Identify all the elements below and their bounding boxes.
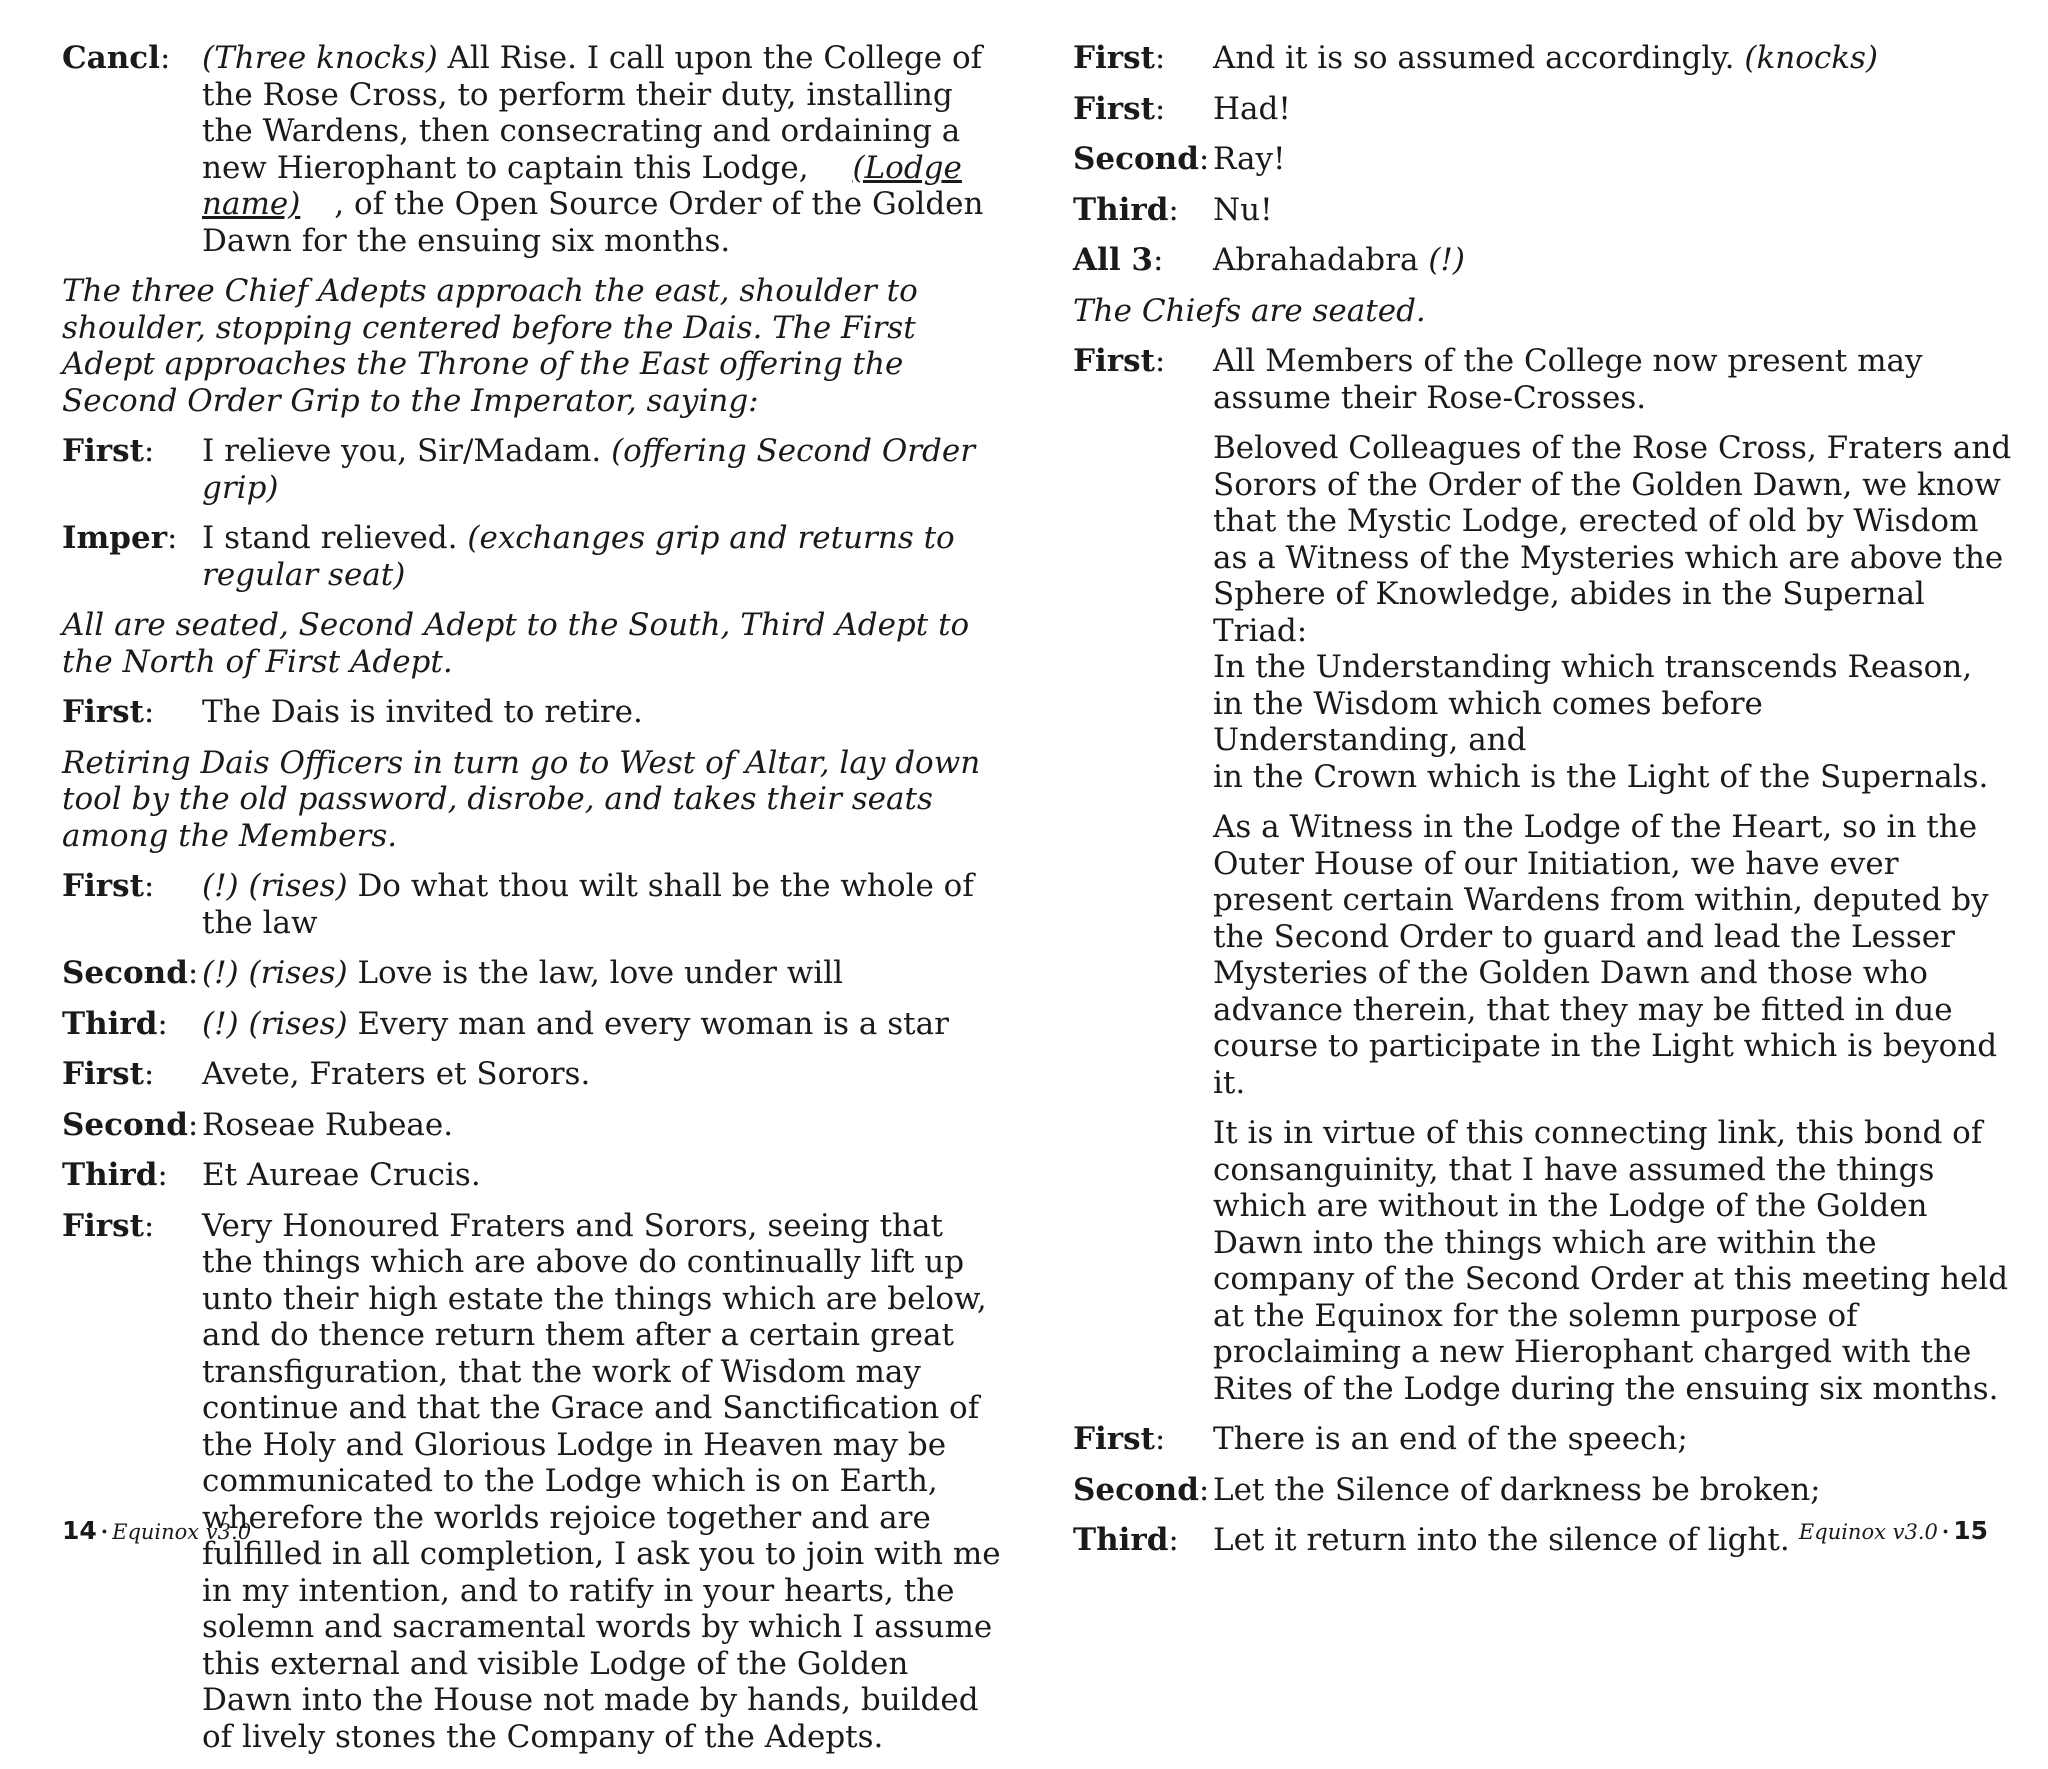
inline-direction: (!) [1428,242,1465,278]
speech-paragraph [202,1107,1002,1144]
speaker-name: First [1073,90,1155,127]
inline-direction: (exchanges grip and returns to regular seat) [202,520,955,593]
speaker-label: First: [62,1056,155,1092]
speech-entry [62,1107,1002,1144]
speaker-name: First [1073,1421,1155,1457]
speaker-name: First [62,694,144,730]
spoken-text: , of the Open Source Order of the Golden Dawn for the ensuing six months. [202,186,984,259]
speech-paragraph [1213,343,2013,416]
speaker-name: Second [62,955,188,991]
inline-direction: (Three knocks) [202,40,438,76]
speech-entry [1073,91,2013,128]
speech-text [1213,141,2013,178]
speech-paragraph [1213,809,2013,1101]
speaker-label: First: [1073,343,1166,379]
speech-text [202,1056,1002,1093]
speech-paragraph [1213,192,2013,229]
speaker-name: Third [62,1157,158,1193]
inline-direction: (!) (rises) [202,868,348,904]
speaker-label: First: [1073,90,1166,127]
edition-label: Equinox v3.0 [112,1520,252,1544]
stage-direction: All are seated, Second Adept to the South, Third Adept to the North of First Adept. [62,607,970,680]
separator-dot: · [1941,1519,1950,1544]
verse-line: in the Crown which is the Light of the Supernals. [1213,758,1989,795]
speaker-label: Third: [1073,1522,1179,1558]
speaker-label: First: [62,433,155,469]
inline-direction: (offering Second Order grip) [202,433,976,506]
speech-entry [1073,192,2013,229]
speech-entry [62,520,1002,593]
speech-text [1213,192,2013,229]
speech-text [1213,242,2013,279]
speech-text [202,520,1002,593]
speech-text [202,433,1002,506]
spoken-text: All Members of the College now present may assume their Rose-Crosses. [1213,343,1923,416]
spoken-text: Avete, Fraters et Sorors. [202,1056,591,1092]
speech-paragraph [202,433,1002,506]
speech-paragraph [202,1157,1002,1194]
stage-direction: Retiring Dais Officers in turn go to West of Altar, lay down tool by the old password, disrobe, and takes their seats among the Members. [62,744,981,854]
stage-direction: The Chiefs are seated. [1073,292,1426,329]
speech-paragraph [1213,40,2013,77]
page-number: 15 [1953,1516,1988,1545]
spoken-text: It is in virtue of this connecting link, this bond of consanguinity, that I have assumed the things which are without in the Lodge of the Golden Dawn into the things which are within the company of the Second Order at this meeting held at the Equinox for the solemn purpose of proclaiming a new Hierophant charged with the Rites of the Lodge during the ensuing six months. [1213,1115,2009,1407]
stage-direction: The three Chief Adepts approach the east, shoulder to shoulder, stopping centered before the Dais. The First Adept approaches the Throne of the East offering the Second Order Grip to the Imperator, saying: [62,273,918,419]
spoken-text: Ray! [1213,141,1286,177]
speaker-label: First: [62,868,155,904]
speech-entry [62,1056,1002,1093]
speaker-label: Third: [62,1157,168,1193]
speech-entry [62,694,1002,731]
right-page-column [1073,40,2013,1573]
speech-entry [1073,343,2013,1407]
speech-entry [62,1006,1002,1043]
spoken-text: I stand relieved. [202,520,468,556]
spoken-text: Let the Silence of darkness be broken; [1213,1471,1821,1508]
speaker-label: Cancl: [62,40,171,76]
speech-entry [1073,1421,2013,1458]
speaker-name: Second [62,1106,188,1143]
speaker-name: Second [1073,1471,1199,1508]
speaker-name: Third [1073,191,1169,228]
speaker-label: Imper: [62,520,178,556]
speaker-name: First [1073,40,1155,76]
speech-paragraph [1213,91,2013,128]
speaker-name: First [62,433,144,469]
speech-text [1213,343,2013,1407]
speech-text [202,1208,1002,1756]
speech-paragraph [202,1208,1002,1756]
spoken-text: All Rise. I call upon the College of the Rose Cross, to perform their duty, installing the Wardens, then consecrating and ordaining a new Hierophant to captain this Lodge, [202,40,983,186]
spoken-text: There is an end of the speech; [1213,1421,1688,1457]
speech-text [202,1006,1002,1043]
verse-line: in the Wisdom which comes before Understanding, and [1213,685,1763,758]
speaker-label: Second: [62,1106,199,1143]
speaker-label: First: [62,694,155,730]
speech-entry [62,433,1002,506]
speech-entry [62,868,1002,941]
speech-paragraph [202,1006,1002,1043]
speech-paragraph [1213,1115,2013,1407]
left-page-column [62,40,1002,1769]
speech-paragraph [202,1056,1002,1093]
spoken-text: And it is so assumed accordingly. [1213,40,1745,76]
speech-text [1213,40,2013,77]
spoken-text: Beloved Colleagues of the Rose Cross, Fraters and Sorors of the Order of the Golden Dawn, we know that the Mystic Lodge, erected of old by Wisdom as a Witness of the Mysteries which are above the Sphere of Knowledge, abides in the Supernal Triad: [1213,430,2012,649]
spoken-text: Very Honoured Fraters and Sorors, seeing that the things which are above do continually lift up unto their high estate the things which are below, and do thence return them after a certain great transfiguration, that the work of Wisdom may continue and that the Grace and Sanctification of the Holy and Glorious Lodge in Heaven may be communicated to the Lodge which is on Earth, wherefore the worlds rejoice together and are fulfilled in all completion, I ask you to join with me in my intention, and to ratify in your hearts, the solemn and sacramental words by which I assume this external and visible Lodge of the Golden Dawn into the House not made by hands, builded of lively stones the Company of the Adepts. [202,1207,1001,1755]
speech-entry [62,40,1002,259]
right-page-footer [1799,1516,1988,1545]
speaker-name: First [62,1056,144,1092]
spoken-text: The Dais is invited to retire. [202,694,643,730]
speech-paragraph [202,955,1002,992]
speech-text [202,1107,1002,1144]
spoken-text: Nu! [1213,191,1273,228]
verse-line: In the Understanding which transcends Reason, [1213,649,1973,685]
inline-direction: (knocks) [1744,40,1879,76]
speech-paragraph [1213,430,2013,795]
speech-entry [62,1208,1002,1756]
speech-paragraph [202,40,1002,259]
speaker-name: First [62,868,144,904]
speaker-label: Second: [1073,141,1210,177]
edition-label: Equinox v3.0 [1798,1520,1938,1544]
speech-text [202,868,1002,941]
separator-dot: · [100,1519,109,1544]
inline-direction: (!) (rises) [202,955,348,991]
speaker-name: Imper [62,520,168,556]
speaker-label: First: [62,1207,155,1244]
spoken-text: Had! [1213,90,1291,127]
spoken-text: Abrahadabra [1213,242,1429,278]
speaker-name: All 3 [1073,242,1153,278]
speech-entry [1073,141,2013,178]
spoken-text: Do what thou wilt shall be the whole of the law [202,868,974,941]
speaker-name: First [1073,343,1155,379]
speaker-label: Third: [62,1005,168,1042]
speaker-name: Third [1073,1522,1169,1558]
page-number: 14 [62,1516,97,1545]
speech-text [202,694,1002,731]
spoken-text: Roseae Rubeae. [202,1106,454,1143]
speaker-name: Cancl [62,40,160,76]
speaker-label: Second: [1073,1471,1210,1508]
spoken-text: Love is the law, love under will [347,955,844,991]
speech-paragraph [1213,141,2013,178]
speech-paragraph [202,694,1002,731]
spoken-text: As a Witness in the Lodge of the Heart, so in the Outer House of our Initiation, we have ever present certain Wardens from within, deputed by the Second Order to guard and lead the Lesser Mysteries of the Golden Dawn and those who advance therein, that they may be fitted in due course to participate in the Light which is beyond it. [1213,809,1998,1101]
spoken-text: Let it return into the silence of light. [1213,1522,1790,1558]
speech-text [1213,1472,2013,1509]
speaker-label: All 3: [1073,242,1164,278]
speaker-label: First: [1073,40,1166,76]
speech-paragraph [202,520,1002,593]
inline-direction: (!) (rises) [202,1005,348,1042]
speech-text [1213,91,2013,128]
speech-entry [62,1157,1002,1194]
speech-text [202,1157,1002,1194]
spoken-text: I relieve you, Sir/Madam. [202,433,612,469]
speaker-label: First: [1073,1421,1166,1457]
spoken-text: Every man and every woman is a star [347,1005,949,1042]
speaker-label: Second: [62,955,199,991]
speech-entry [1073,1472,2013,1509]
speech-paragraph [202,868,1002,941]
spoken-text: Et Aureae Crucis. [202,1157,481,1193]
left-page-footer [62,1516,251,1545]
speech-entry [1073,40,2013,77]
speaker-name: First [62,1207,144,1244]
speech-text [1213,1421,2013,1458]
speech-paragraph [1213,1421,2013,1458]
speech-paragraph [1213,1472,2013,1509]
speech-text [202,955,1002,992]
speech-entry [62,955,1002,992]
fill-in-blank: (Lodge name) [202,149,962,222]
speech-text [202,40,1002,259]
speaker-name: Second [1073,141,1199,177]
speech-entry [1073,242,2013,279]
speech-paragraph [1213,242,2013,279]
speaker-label: Third: [1073,191,1179,228]
speaker-name: Third [62,1005,158,1042]
